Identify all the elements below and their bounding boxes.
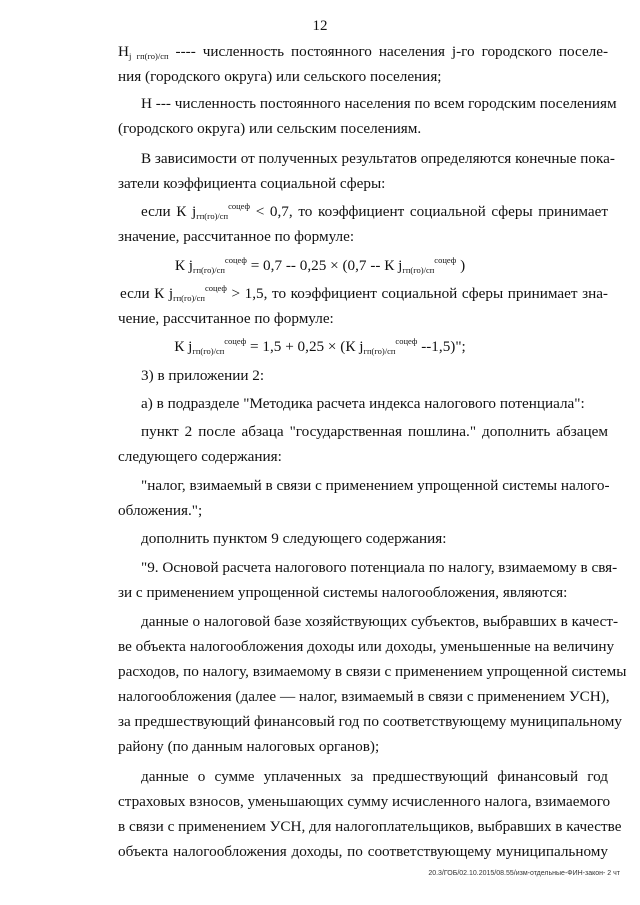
text-line: обложения.";: [118, 502, 203, 519]
text-line: зи с применением упрощенной системы налогообложения, являются:: [118, 584, 568, 601]
document-footer-code: 20.3/ГОБ/02.10.2015/08.55/изм-отдельные-ФИН-закон- 2 чт: [428, 870, 620, 877]
text-line: Нj гп(го)/сп ---- численность постоянного населения j-го городского поселе-: [118, 43, 609, 61]
text-line: расходов, по налогу, взимаемому в связи с применением упрощенной системы: [118, 663, 627, 680]
text-line: объекта налогообложения доходы, по соответствующему муниципальному: [118, 843, 608, 860]
text-line: В зависимости от полученных результатов определяются конечные пока-: [141, 150, 615, 167]
text-line: пункт 2 после абзаца "государственная пошлина." дополнить абзацем: [141, 423, 608, 440]
text-line: следующего содержания:: [118, 448, 282, 465]
text-line: в связи с применением УСН, для налогоплательщиков, выбравших в качестве: [118, 818, 622, 835]
text-line: страховых взносов, уменьшающих сумму исчисленного налога, взимаемого: [118, 793, 611, 810]
text-line: дополнить пунктом 9 следующего содержания:: [141, 530, 447, 547]
text-line: данные о сумме уплаченных за предшествующий финансовый год: [141, 768, 608, 785]
text-line: данные о налоговой базе хозяйствующих субъектов, выбравших в качест-: [141, 613, 619, 630]
text-line: если К $jгп(го)/сп^{соцеф} < 0,7$, то коэффициент социальной сферы принимает: [141, 201, 609, 221]
text-line: а) в подразделе "Методика расчета индекса налогового потенциала":: [141, 395, 585, 412]
page-number: 12: [312, 18, 328, 34]
text-line: Н --- численность постоянного населения по всем городским поселениям: [141, 95, 617, 112]
text-line: ве объекта налогообложения доходы или доходы, уменьшенные на величину: [118, 638, 615, 655]
formula-1: К $jгп(го)/сп^{соцеф} = 0,7 -- 0,25 \times (0,7 -- К$ $jгп(го)/сп^{соцеф}$ ): [174, 255, 466, 275]
text-line: за предшествующий финансовый год по соответствующему муниципальному: [118, 713, 622, 730]
text-line: району (по данным налоговых органов);: [118, 738, 380, 755]
text-line: чение, рассчитанное по формуле:: [118, 310, 334, 327]
text-line: 3) в приложении 2:: [141, 367, 265, 384]
symbol-h: Н: [118, 43, 129, 60]
text-line: "9. Основой расчета налогового потенциала по налогу, взимаемому в свя-: [141, 559, 618, 576]
formula-2: К $jгп(го)/сп^{соцеф} = 1,5 + 0,25 \times (К$ $jгп(го)/сп^{соцеф}$ --1,5)";: [174, 336, 466, 356]
text-line: ния (городского округа) или сельского поселения;: [118, 68, 442, 85]
text-line: значение, рассчитанное по формуле:: [118, 228, 355, 245]
text-line: "налог, взимаемый в связи с применением упрощенной системы налого-: [141, 477, 610, 494]
text-line: (городского округа) или сельским поселениям.: [118, 120, 422, 137]
text-line: если К $jгп(го)/сп^{соцеф} > 1,5$, то коэффициент социальной сферы принимает зна-: [120, 283, 608, 303]
text-line: затели коэффициента социальной сферы:: [118, 175, 386, 192]
subscript: j гп(го)/сп: [128, 51, 169, 61]
text-line: налогообложения (далее — налог, взимаемый в связи с применением УСН),: [118, 688, 610, 705]
